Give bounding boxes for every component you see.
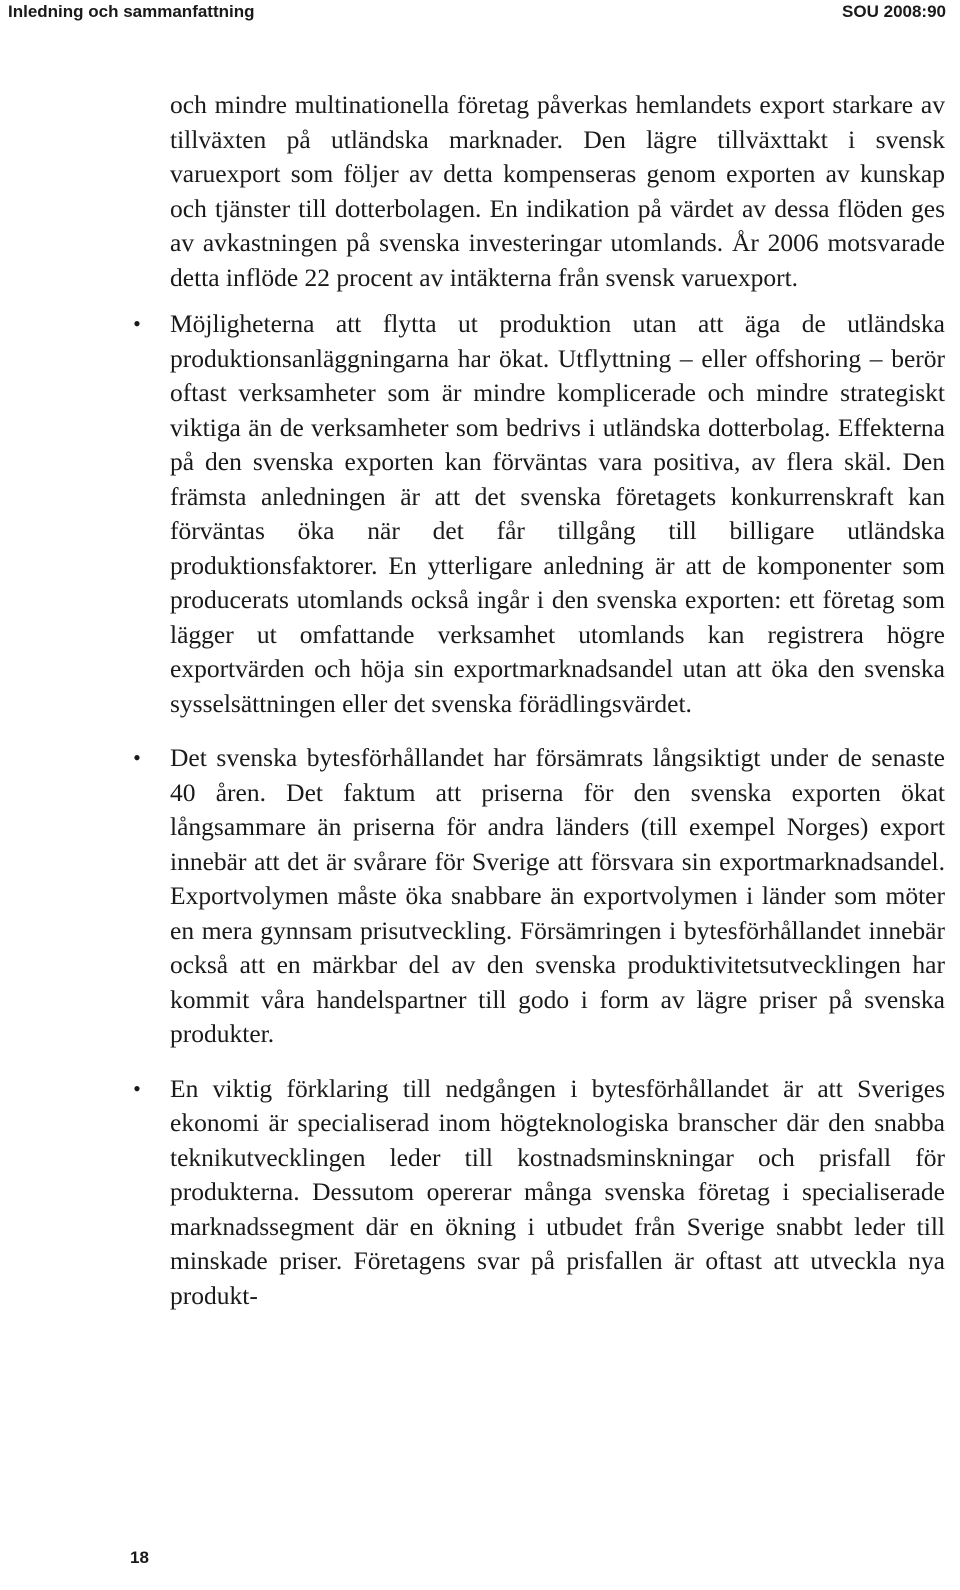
- chapter-title: Inledning och sammanfattning: [8, 2, 255, 21]
- bullet-item-terms-of-trade: [133, 741, 945, 1052]
- bullet-item-offshoring: [133, 307, 945, 721]
- document-id: SOU 2008:90: [842, 2, 946, 21]
- page-number: 18: [130, 1548, 149, 1567]
- bullet-icon: •: [133, 745, 141, 770]
- paragraph-continuation: och mindre multinationella företag påverkas hemlandets export starkare av tillväxten på utländska marknader. Den lägre tillväxttakt i svensk varuexport som följer av detta kompenseras genom exporten av kunskap och tjänster till dotterbolagen. En indikation på värdet av dessa flöden ges av avkastningen på svenska investeringar utomlands. År 2006 motsvarade detta inflöde 22 procent av intäkterna från svensk varuexport.: [170, 90, 945, 292]
- bullet-item-specialization: [133, 1072, 945, 1314]
- bullet-icon: •: [133, 1075, 141, 1101]
- body-text: [133, 88, 945, 1313]
- bullet-text: Möjligheterna att flytta ut produktion utan att äga de utländska produktionsanläggningarna har ökat. Utflyttning – eller offshoring – berör oftast verksamheter som är mindre komplicerade och mindre strategiskt viktiga än de verksamheter som bedrivs i utländska dotterbolag. Effekterna på den svenska exporten kan förväntas vara positiva, av flera skäl. Den främsta anledningen är att det svenska företagets konkurrenskraft kan förväntas öka när det får tillgång till billigare utländska produktionsfaktorer. En ytterligare anledning är att de komponenter som producerats utomlands också ingår i den svenska exporten: ett företag som lägger ut omfattande verksamhet utomlands kan registrera högre exportvärden och höja sin exportmarknadsandel utan att öka den svenska sysselsättningen eller det svenska förädlingsvärdet.: [170, 309, 945, 718]
- bullet-text: Det svenska bytesförhållandet har försämrats långsiktigt under de senaste 40 åren. Det faktum att priserna för den svenska exporten ökat långsammare än priserna för andra länders (till exempel Norges) export innebär att det är svårare för Sverige att försvara sin exportmarknadsandel. Exportvolymen måste öka snabbare än exportvolymen i länder som möter en mera gynnsam prisutveckling. Försämringen i bytesförhållandet innebär också att en märkbar del av den svenska produktivitetsutvecklingen har kommit våra handelspartner till godo i form av lägre priser på svenska produkter.: [170, 743, 945, 1048]
- running-header: [0, 0, 960, 40]
- bullet-icon: •: [133, 311, 141, 336]
- bullet-text: En viktig förklaring till nedgången i bytesförhållandet är att Sveriges ekonomi är specialiserad inom högteknologiska branscher där den snabba teknikutvecklingen leder till kostnadsminskningar och prisfall för produkterna. Dessutom opererar många svenska företag i specialiserade marknadssegment där en ökning i utbudet från Sverige snabbt leder till minskade priser. Företagens svar på prisfallen är oftast att utveckla nya produkt-: [170, 1073, 945, 1310]
